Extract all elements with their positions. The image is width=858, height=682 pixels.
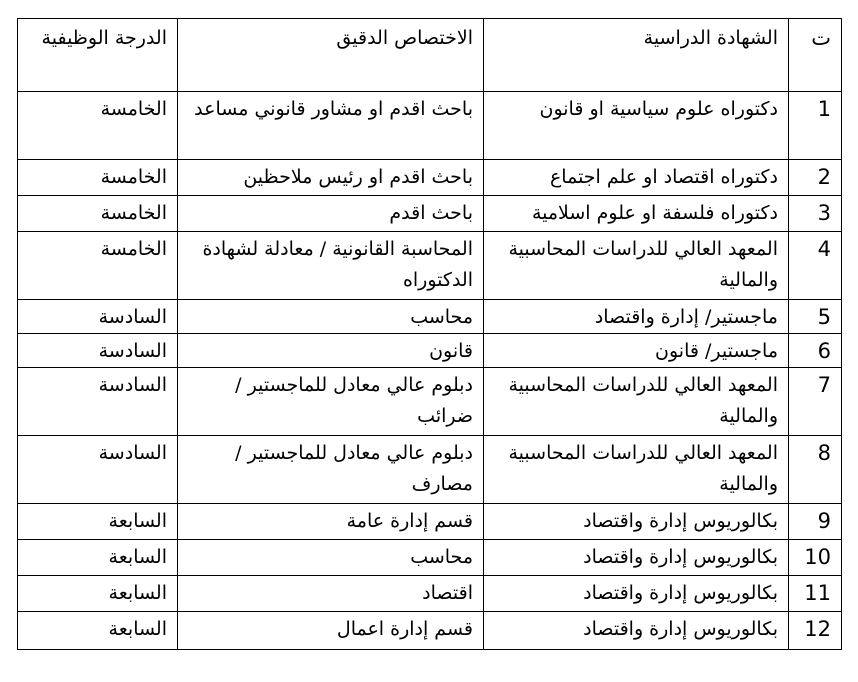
- row-specialization: قسم إدارة عامة: [178, 504, 484, 540]
- table-row: [18, 300, 842, 334]
- row-specialization: قانون: [178, 334, 484, 368]
- table-row: [18, 334, 842, 368]
- table-row: [18, 196, 842, 232]
- row-degree: ماجستير/ قانون: [484, 334, 789, 368]
- row-grade: الخامسة: [18, 232, 178, 300]
- row-degree: دكتوراه اقتصاد او علم اجتماع: [484, 160, 789, 196]
- row-specialization: باحث اقدم: [178, 196, 484, 232]
- row-grade: السادسة: [18, 334, 178, 368]
- table-row: [18, 576, 842, 612]
- row-degree: بكالوريوس إدارة واقتصاد: [484, 504, 789, 540]
- table-row: [18, 92, 842, 160]
- row-grade: السابعة: [18, 576, 178, 612]
- row-num: 7: [789, 368, 842, 436]
- header-specialization: الاختصاص الدقيق: [178, 19, 484, 92]
- job-grades-table: [17, 18, 842, 650]
- row-degree: المعهد العالي للدراسات المحاسبية والمالية: [484, 368, 789, 436]
- row-specialization: محاسب: [178, 300, 484, 334]
- row-num: 2: [789, 160, 842, 196]
- row-degree: بكالوريوس إدارة واقتصاد: [484, 612, 789, 650]
- row-grade: الخامسة: [18, 196, 178, 232]
- row-degree: المعهد العالي للدراسات المحاسبية والمالية: [484, 436, 789, 504]
- row-specialization: محاسب: [178, 540, 484, 576]
- table-row: [18, 612, 842, 650]
- row-degree: ماجستير/ إدارة واقتصاد: [484, 300, 789, 334]
- row-num: 6: [789, 334, 842, 368]
- header-grade: الدرجة الوظيفية: [18, 19, 178, 92]
- row-specialization: اقتصاد: [178, 576, 484, 612]
- row-num: 9: [789, 504, 842, 540]
- row-specialization: المحاسبة القانونية / معادلة لشهادة الدكتوراه: [178, 232, 484, 300]
- row-num: 3: [789, 196, 842, 232]
- row-grade: الخامسة: [18, 160, 178, 196]
- row-num: 12: [789, 612, 842, 650]
- table-row: [18, 368, 842, 436]
- row-degree: دكتوراه علوم سياسية او قانون: [484, 92, 789, 160]
- row-grade: السادسة: [18, 436, 178, 504]
- row-grade: الخامسة: [18, 92, 178, 160]
- table-header-row: [18, 19, 842, 92]
- table-row: [18, 160, 842, 196]
- row-degree: بكالوريوس إدارة واقتصاد: [484, 540, 789, 576]
- row-num: 10: [789, 540, 842, 576]
- row-degree: بكالوريوس إدارة واقتصاد: [484, 576, 789, 612]
- row-grade: السادسة: [18, 300, 178, 334]
- row-specialization: دبلوم عالي معادل للماجستير / ضرائب: [178, 368, 484, 436]
- header-degree: الشهادة الدراسية: [484, 19, 789, 92]
- document-page: [17, 18, 841, 650]
- table-row: [18, 504, 842, 540]
- row-num: 4: [789, 232, 842, 300]
- table-row: [18, 540, 842, 576]
- row-num: 11: [789, 576, 842, 612]
- table-row: [18, 232, 842, 300]
- row-grade: السابعة: [18, 612, 178, 650]
- row-specialization: قسم إدارة اعمال: [178, 612, 484, 650]
- table-row: [18, 436, 842, 504]
- row-num: 1: [789, 92, 842, 160]
- row-num: 8: [789, 436, 842, 504]
- header-num: ت: [789, 19, 842, 92]
- row-grade: السابعة: [18, 540, 178, 576]
- row-specialization: باحث اقدم او مشاور قانوني مساعد: [178, 92, 484, 160]
- row-specialization: باحث اقدم او رئيس ملاحظين: [178, 160, 484, 196]
- row-num: 5: [789, 300, 842, 334]
- row-degree: المعهد العالي للدراسات المحاسبية والمالية: [484, 232, 789, 300]
- row-grade: السادسة: [18, 368, 178, 436]
- row-degree: دكتوراه فلسفة او علوم اسلامية: [484, 196, 789, 232]
- row-specialization: دبلوم عالي معادل للماجستير / مصارف: [178, 436, 484, 504]
- row-grade: السابعة: [18, 504, 178, 540]
